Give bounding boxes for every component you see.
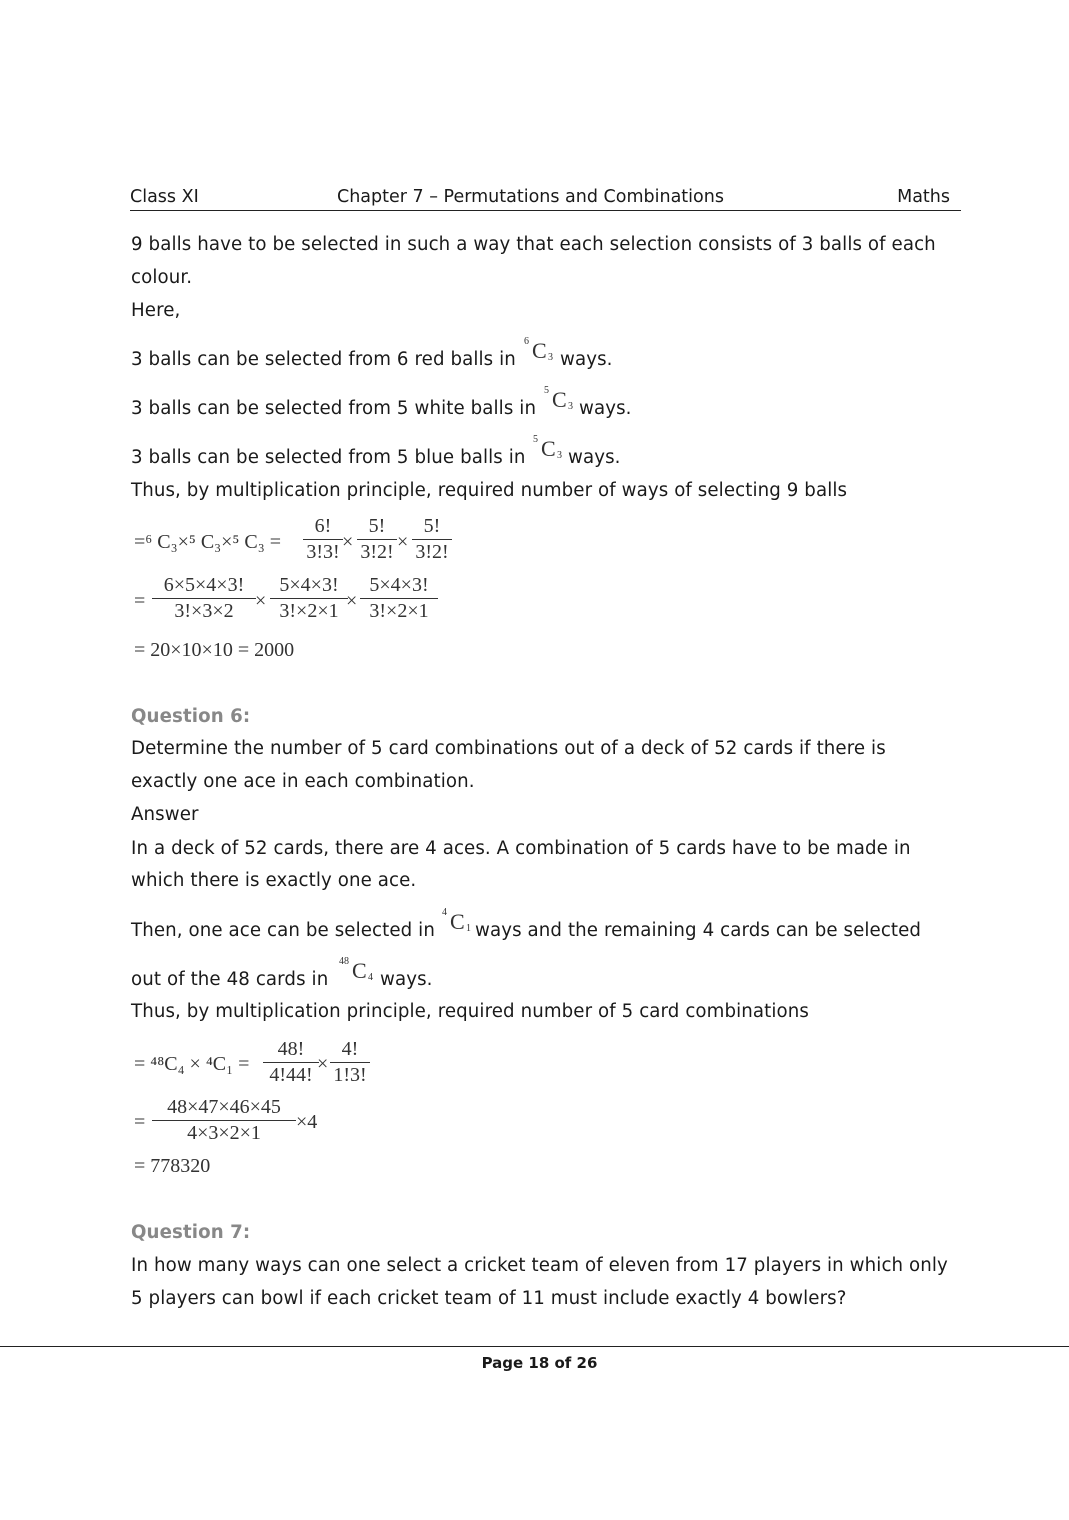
red-balls-line: 3 balls can be selected from 6 red balls in <box>131 349 516 370</box>
footer-divider <box>0 1346 1069 1347</box>
fraction <box>152 1096 296 1145</box>
fraction-denominator: 3!×2×1 <box>279 600 339 622</box>
para-line: colour. <box>131 267 193 288</box>
times-sign: × <box>346 590 358 612</box>
fraction <box>330 1038 370 1087</box>
question-text: exactly one ace in each combination. <box>131 771 475 792</box>
fraction-denominator: 3!2! <box>415 541 449 563</box>
blue-balls-line: 3 balls can be selected from 5 blue balls in <box>131 447 526 468</box>
fraction-denominator: 4×3×2×1 <box>187 1122 261 1144</box>
times-four: ×4 <box>296 1111 318 1133</box>
ncr-c: C <box>450 909 465 934</box>
page-header <box>130 186 961 211</box>
fraction-denominator: 1!3! <box>333 1064 367 1086</box>
ncr-n: 4 <box>442 907 447 918</box>
ncr-c: C <box>552 387 567 412</box>
ways-label: ways. <box>579 398 632 419</box>
fraction <box>270 574 348 623</box>
answer-text: ways and the remaining 4 cards can be selected <box>475 920 922 941</box>
fraction <box>263 1038 319 1087</box>
ways-label: ways. <box>568 447 621 468</box>
fraction-denominator: 3!×2×1 <box>369 600 429 622</box>
equation-result: = 20×10×10 = 2000 <box>134 639 295 661</box>
ways-label: ways. <box>380 969 433 990</box>
answer-text: Then, one ace can be selected in <box>131 920 435 941</box>
ncr-48c4 <box>339 956 381 990</box>
fraction-numerator: 5×4×3! <box>279 574 339 596</box>
fraction <box>357 515 397 564</box>
answer-text: In a deck of 52 cards, there are 4 aces. A combination of 5 cards have to be made in <box>131 838 911 859</box>
ncr-4c1 <box>442 907 476 941</box>
ways-label: ways. <box>560 349 613 370</box>
fraction-numerator: 48! <box>277 1038 305 1060</box>
fraction <box>303 515 343 564</box>
equals-sign: = <box>134 1111 146 1133</box>
fraction-denominator: 4!44! <box>269 1064 313 1086</box>
fraction <box>152 574 256 623</box>
equation-lhs: = ⁴⁸C₄ × ⁴C₁ = <box>134 1053 250 1075</box>
ncr-r: 1 <box>466 923 471 934</box>
ncr-6c3 <box>524 336 560 370</box>
fraction <box>412 515 452 564</box>
ncr-r: 4 <box>368 972 373 983</box>
fraction <box>360 574 438 623</box>
equals-sign: = <box>134 590 146 612</box>
times-sign: × <box>317 1053 329 1075</box>
ncr-n: 5 <box>533 434 538 445</box>
fraction-numerator: 4! <box>341 1038 359 1060</box>
question-title: Question 6: <box>131 706 251 727</box>
header-subject: Maths <box>897 187 950 207</box>
para-line: Thus, by multiplication principle, required number of ways of selecting 9 balls <box>131 480 848 501</box>
ncr-n: 48 <box>339 956 349 967</box>
fraction-numerator: 5! <box>368 515 386 537</box>
ncr-r: 3 <box>548 352 553 363</box>
question-title: Question 7: <box>131 1222 251 1243</box>
question-text: Determine the number of 5 card combinations out of a deck of 52 cards if there is <box>131 738 886 759</box>
question-text: 5 players can bowl if each cricket team of 11 must include exactly 4 bowlers? <box>131 1288 847 1309</box>
times-sign: × <box>397 531 409 553</box>
ncr-5c3 <box>533 434 569 468</box>
ncr-r: 3 <box>568 401 573 412</box>
header-chapter: Chapter 7 – Permutations and Combinations <box>337 187 724 207</box>
fraction-denominator: 3!×3×2 <box>174 600 234 622</box>
question-text: In how many ways can one select a cricket team of eleven from 17 players in which only <box>131 1255 948 1276</box>
answer-label: Answer <box>131 804 199 825</box>
fraction-numerator: 48×47×46×45 <box>167 1096 281 1118</box>
ncr-n: 6 <box>524 336 529 347</box>
fraction-numerator: 5×4×3! <box>369 574 429 596</box>
header-class: Class XI <box>130 187 199 207</box>
para-line: Here, <box>131 300 181 321</box>
fraction-numerator: 6×5×4×3! <box>163 574 245 596</box>
fraction-numerator: 6! <box>314 515 332 537</box>
ncr-n: 5 <box>544 385 549 396</box>
para-line: 9 balls have to be selected in such a way that each selection consists of 3 balls of each <box>131 234 936 255</box>
equation-result: = 778320 <box>134 1155 211 1177</box>
para-line: Thus, by multiplication principle, required number of 5 card combinations <box>131 1001 809 1022</box>
white-balls-line: 3 balls can be selected from 5 white balls in <box>131 398 537 419</box>
times-sign: × <box>342 531 354 553</box>
fraction-denominator: 3!3! <box>306 541 340 563</box>
answer-text: out of the 48 cards in <box>131 969 329 990</box>
fraction-numerator: 5! <box>423 515 441 537</box>
ncr-c: C <box>352 958 367 983</box>
times-sign: × <box>255 590 267 612</box>
equation-lhs: =⁶ C₃×⁵ C₃×⁵ C₃ = <box>134 531 281 553</box>
ncr-5c3 <box>544 385 580 419</box>
ncr-c: C <box>532 338 547 363</box>
ncr-c: C <box>541 436 556 461</box>
fraction-denominator: 3!2! <box>360 541 394 563</box>
answer-text: which there is exactly one ace. <box>131 870 417 891</box>
page-number: Page 18 of 26 <box>481 1354 598 1372</box>
ncr-r: 3 <box>557 450 562 461</box>
